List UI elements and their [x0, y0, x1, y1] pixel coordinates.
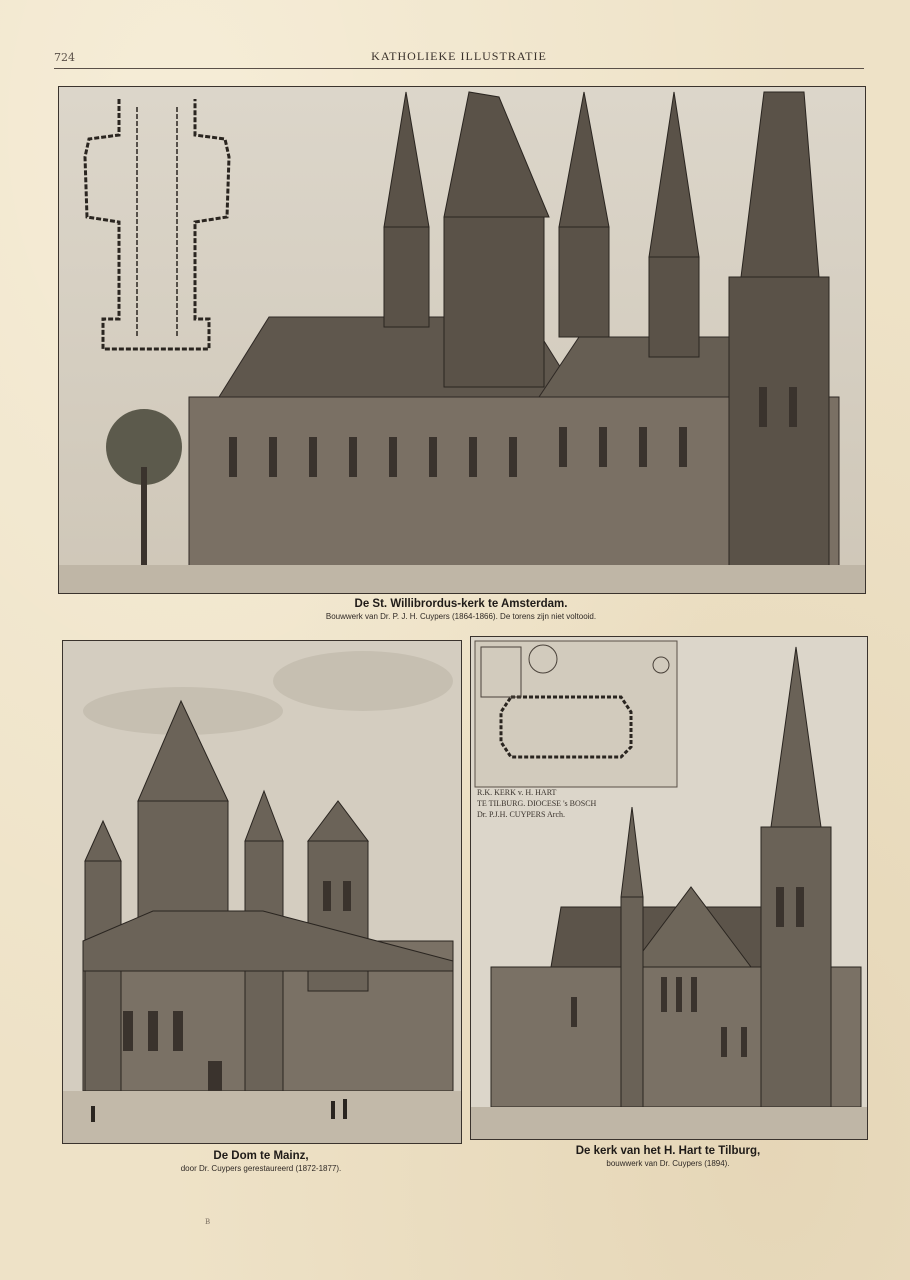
plan-label — [477, 787, 596, 820]
mainz-drawing — [63, 641, 461, 1143]
caption-title: De Dom te Mainz, — [213, 1150, 309, 1162]
figure-tilburg-church — [470, 636, 868, 1140]
plan-label-line: Dr. P.J.H. CUYPERS Arch. — [477, 810, 566, 819]
willibrordus-drawing — [59, 87, 865, 593]
caption-title: De St. Willibrordus-kerk te Amsterdam. — [354, 598, 568, 610]
caption-subtitle: bouwwerk van Dr. Cuypers (1894). — [606, 1159, 730, 1168]
footer-mark: B — [205, 1218, 211, 1226]
floor-plan-tilburg — [475, 641, 677, 787]
caption-mainz — [62, 1150, 460, 1173]
caption-tilburg — [470, 1145, 866, 1168]
caption-subtitle: door Dr. Cuypers gerestaureerd (1872-1877). — [180, 1164, 342, 1173]
caption-willibrordus — [58, 598, 864, 621]
figure-willibrordus-church — [58, 86, 866, 594]
tilburg-drawing — [471, 637, 867, 1139]
caption-title: De kerk van het H. Hart te Tilburg, — [575, 1145, 761, 1157]
plan-label-line: TE TILBURG. DIOCESE 's BOSCH — [477, 799, 597, 808]
running-title: KATHOLIEKE ILLUSTRATIE — [371, 49, 547, 63]
caption-subtitle: Bouwwerk van Dr. P. J. H. Cuypers (1864-1866). De torens zijn niet voltooid. — [325, 612, 597, 621]
page-number: 724 — [54, 51, 75, 64]
figure-mainz-cathedral — [62, 640, 462, 1144]
page-header — [54, 48, 864, 69]
plan-label-line: R.K. KERK v. H. HART — [477, 788, 557, 797]
